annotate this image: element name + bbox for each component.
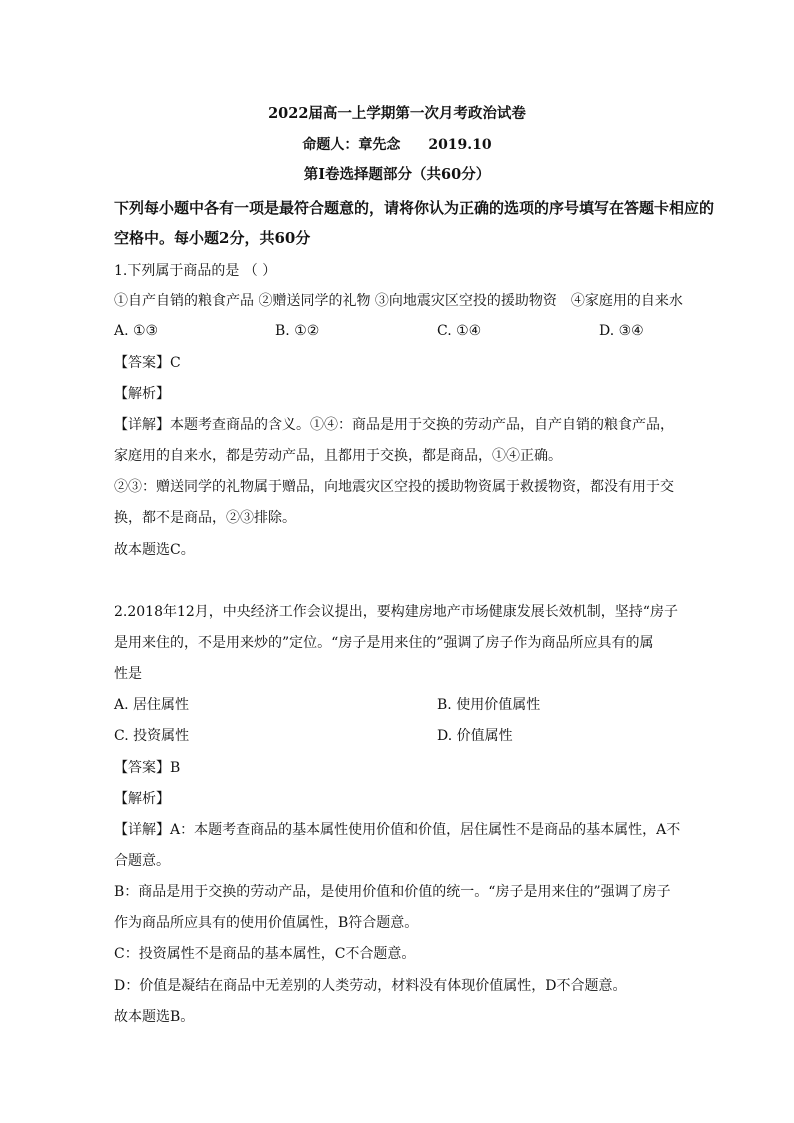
q2-stem-line: 是用来住的，不是用来炒的”定位。“房子是用来住的”强调了房子作为商品所应具有的属 bbox=[114, 635, 654, 651]
q2-detail-line: 故本题选B。 bbox=[114, 1009, 195, 1025]
section-heading: 第Ⅰ卷选择题部分（共60分） bbox=[303, 166, 491, 183]
q2-detail-line: B：商品是用于交换的劳动产品，是使用价值和价值的统一。“房子是用来住的”强调了房子 bbox=[114, 884, 671, 900]
q2-stem-line: 性是 bbox=[114, 666, 142, 682]
q2-detail-line: 作为商品所应具有的使用价值属性，B符合题意。 bbox=[114, 915, 419, 931]
q2-option-b: B. 使用价值属性 bbox=[437, 697, 541, 713]
q1-option-b: B. ①② bbox=[275, 323, 320, 339]
q1-detail-line: 换，都不是商品，②③排除。 bbox=[114, 510, 296, 526]
q1-detail-line: 家庭用的自来水，都是劳动产品，且都用于交换，都是商品，①④正确。 bbox=[114, 448, 562, 464]
q2-stem-line: 2.2018年12月，中央经济工作会议提出，要构建房地产市场健康发展长效机制，坚持“房子 bbox=[114, 604, 678, 620]
q1-stem: 1.下列属于商品的是 （ ） bbox=[114, 263, 277, 279]
q1-option-c: C. ①④ bbox=[437, 323, 482, 339]
q2-detail-line: 合题意。 bbox=[114, 853, 170, 869]
q2-detail-line: D：价值是凝结在商品中无差别的人类劳动，材料没有体现价值属性，D不合题意。 bbox=[114, 978, 627, 994]
q1-answer: 【答案】C bbox=[114, 355, 181, 371]
q1-option-d: D. ③④ bbox=[599, 323, 644, 339]
q1-detail-line: 【详解】本题考查商品的含义。①④：商品是用于交换的劳动产品，自产自销的粮食产品， bbox=[114, 417, 674, 433]
q1-option-a: A. ①③ bbox=[114, 323, 159, 339]
instructions-line-2: 空格中。每小题2分，共60分 bbox=[114, 229, 311, 247]
q1-detail-line: ②③：赠送同学的礼物属于赠品，向地震灾区空投的援助物资属于救援物资，都没有用于交 bbox=[114, 479, 674, 495]
q1-analysis-label: 【解析】 bbox=[114, 386, 170, 402]
q2-analysis-label: 【解析】 bbox=[114, 791, 170, 807]
q1-detail-line: 故本题选C。 bbox=[114, 542, 195, 558]
q2-detail-line: 【详解】A：本题考查商品的基本属性使用价值和价值，居住属性不是商品的基本属性，A不 bbox=[114, 822, 681, 838]
q2-answer: 【答案】B bbox=[114, 760, 181, 776]
q2-option-c: C. 投资属性 bbox=[114, 728, 190, 744]
instructions-line-1: 下列每小题中各有一项是最符合题意的，请将你认为正确的选项的序号填写在答题卡相应的 bbox=[114, 199, 715, 217]
q2-option-a: A. 居住属性 bbox=[114, 697, 190, 713]
q2-detail-line: C：投资属性不是商品的基本属性，C不合题意。 bbox=[114, 946, 416, 962]
exam-title: 2022届高一上学期第一次月考政治试卷 bbox=[268, 105, 526, 122]
exam-author-date: 命题人：章先念 2019.10 bbox=[302, 137, 492, 153]
q1-items: ①自产自销的粮食产品 ②赠送同学的礼物 ③向地震灾区空投的援助物资 ④家庭用的自来水 bbox=[114, 293, 683, 309]
q2-option-d: D. 价值属性 bbox=[437, 728, 513, 744]
